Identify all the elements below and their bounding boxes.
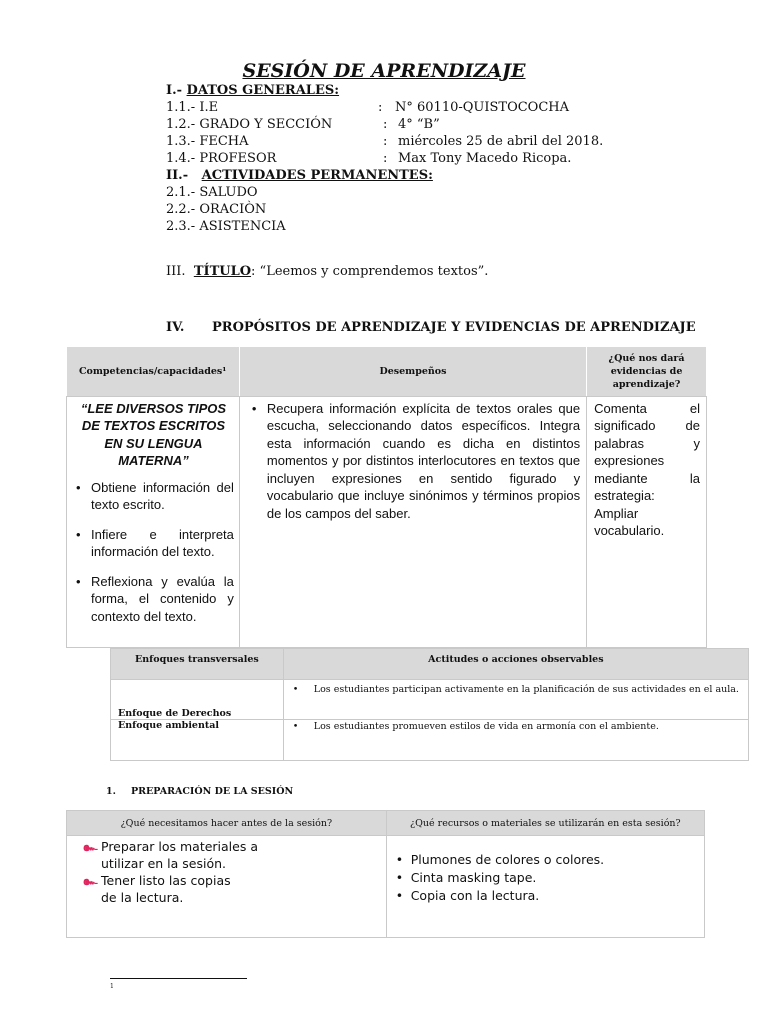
datos-row-profesor xyxy=(0,151,768,168)
preparacion-table xyxy=(66,810,705,938)
table-header-row xyxy=(111,649,749,680)
enfoque-cell: Enfoque de Derechos xyxy=(111,680,284,720)
table-row xyxy=(67,396,707,647)
table-row xyxy=(111,720,749,761)
section-1-title: DATOS GENERALES: xyxy=(186,83,340,98)
header-evidencias: ¿Qué nos dará evidencias de aprendizaje? xyxy=(587,347,707,396)
footnote-divider xyxy=(110,978,247,979)
section-3-heading xyxy=(166,264,488,279)
actividad-item: 2.2.- ORACIÒN xyxy=(166,202,267,217)
header-recursos: ¿Qué recursos o materiales se utilizarán en esta sesión? xyxy=(386,811,704,836)
datos-value: miércoles 25 de abril del 2018. xyxy=(398,134,604,149)
swirl-bullet-icon: ๛ xyxy=(83,873,98,888)
datos-row-grado xyxy=(0,117,768,134)
session-title-value: : “Leemos y comprendemos textos”. xyxy=(251,264,489,279)
competencias-cell xyxy=(67,396,240,647)
section-1-heading xyxy=(166,83,339,98)
section-4-title: PROPÓSITOS DE APRENDIZAJE Y EVIDENCIAS DE APRENDIZAJE xyxy=(212,320,696,335)
list-item: • Obtiene información del texto escrito. xyxy=(73,479,234,514)
accion-cell xyxy=(283,680,748,720)
list-item-text: Tener listo las copias de la lectura. xyxy=(101,873,231,905)
list-item: • Recupera información explícita de textos orales que escucha, seleccionando datos específicos. Integra esta información cuando es dicha en distintos momentos y por distintos interlocutores en textos que incluyen expresiones en sentido figurado y vocabulario que incluye sinónimos y términos propios de los campos del saber. xyxy=(249,400,580,523)
datos-row-fecha xyxy=(0,134,768,151)
list-item: • Reflexiona y evalúa la forma, el contenido y contexto del texto. xyxy=(73,573,234,626)
swirl-bullet-icon: ๛ xyxy=(83,839,98,854)
datos-colon: : xyxy=(383,151,388,166)
datos-label: 1.2.- GRADO Y SECCIÓN xyxy=(166,117,333,132)
section-5-title: PREPARACIÓN DE LA SESIÓN xyxy=(131,786,294,797)
footnote-marker: 1 xyxy=(110,983,114,990)
list-item: • Copia con la lectura. xyxy=(393,887,698,905)
list-item: • Infiere e interpreta información del texto. xyxy=(73,526,234,561)
list-item-text: Preparar los materiales a utilizar en la sesión. xyxy=(101,839,258,871)
table-row xyxy=(111,680,749,720)
list-item xyxy=(79,872,249,906)
recursos-list xyxy=(393,851,698,905)
section-3-number: III. xyxy=(166,264,186,279)
datos-label: 1.1.- I.E xyxy=(166,100,219,115)
datos-value: Max Tony Macedo Ricopa. xyxy=(398,151,572,166)
desempenos-list xyxy=(249,400,580,523)
section-3-title: TÍTULO xyxy=(193,264,252,279)
header-actitudes: Actitudes o acciones observables xyxy=(283,649,748,680)
header-desempenos: Desempeños xyxy=(239,347,586,396)
actividad-item: 2.3.- ASISTENCIA xyxy=(166,219,286,234)
section-5-number: 1. xyxy=(106,786,116,797)
enfoques-table xyxy=(110,648,749,761)
page-title: SESIÓN DE APRENDIZAJE xyxy=(242,60,526,82)
header-antes: ¿Qué necesitamos hacer antes de la sesión? xyxy=(67,811,387,836)
datos-colon: : xyxy=(383,117,388,132)
list-item: • Los estudiantes participan activamente en la planificación de sus actividades en el aula. xyxy=(290,683,742,696)
section-2-heading xyxy=(166,168,433,183)
competencia-title: “LEE DIVERSOS TIPOS DE TEXTOS ESCRITOS EN SU LENGUA MATERNA” xyxy=(80,400,227,468)
datos-colon: : xyxy=(378,100,383,115)
datos-colon: : xyxy=(383,134,388,149)
evidencias-cell: Comenta el significado de palabras y expresiones mediante la estrategia: Ampliar vocabulario. xyxy=(587,396,707,647)
section-1-number: I.- xyxy=(166,83,183,98)
datos-value: 4° “B” xyxy=(398,117,440,132)
desempenos-cell xyxy=(239,396,586,647)
propositos-table xyxy=(66,347,707,648)
recursos-cell xyxy=(386,836,704,938)
datos-value: N° 60110-QUISTOCOCHA xyxy=(395,100,570,115)
list-item: • Los estudiantes promueven estilos de vida en armonía con el ambiente. xyxy=(290,721,742,732)
list-item: • Cinta masking tape. xyxy=(393,869,698,887)
capacidades-list xyxy=(73,479,234,626)
table-row xyxy=(67,836,705,938)
header-competencias: Competencias/capacidades¹ xyxy=(67,347,240,396)
list-item: • Plumones de colores o colores. xyxy=(393,851,698,869)
antes-cell xyxy=(67,836,387,938)
section-4-number: IV. xyxy=(166,320,185,335)
datos-label: 1.4.- PROFESOR xyxy=(166,151,277,166)
table-header-row xyxy=(67,811,705,836)
datos-row-ie xyxy=(0,100,768,117)
table-header-row xyxy=(67,347,707,396)
accion-cell xyxy=(283,720,748,761)
list-item xyxy=(79,838,279,872)
section-2-title: ACTIVIDADES PERMANENTES: xyxy=(201,168,433,183)
section-2-number: II.- xyxy=(166,168,189,183)
header-enfoques: Enfoques transversales xyxy=(111,649,284,680)
section-5-heading xyxy=(106,786,294,797)
section-4-heading xyxy=(166,320,696,335)
enfoque-cell: Enfoque ambiental xyxy=(111,720,284,761)
actividad-item: 2.1.- SALUDO xyxy=(166,185,258,200)
datos-label: 1.3.- FECHA xyxy=(166,134,249,149)
